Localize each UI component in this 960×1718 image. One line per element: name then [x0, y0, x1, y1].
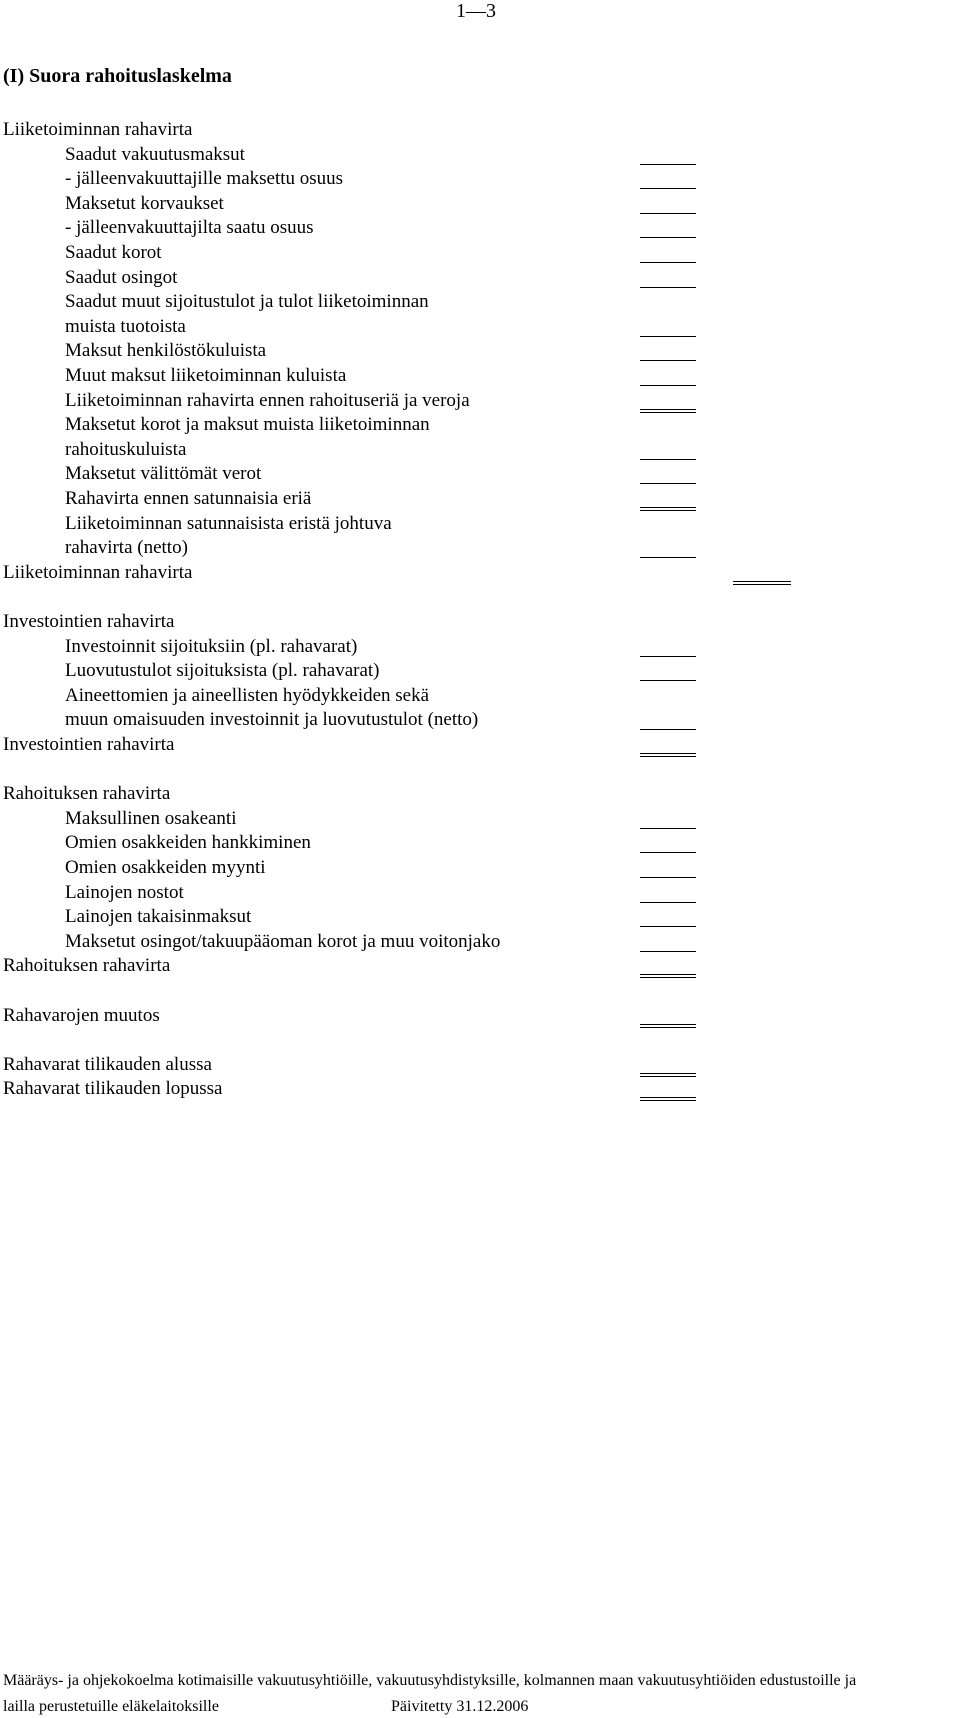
- statement-spacer: [0, 583, 960, 610]
- statement-row: [0, 706, 960, 733]
- row-label: Saadut vakuutusmaksut: [65, 143, 245, 165]
- statement-row: [0, 411, 960, 438]
- row-label: Investointien rahavirta: [3, 734, 175, 755]
- statement-row: [0, 387, 960, 414]
- statement-row: [0, 264, 960, 291]
- row-label: rahoituskuluista: [65, 438, 187, 460]
- statement-spacer: [0, 1026, 960, 1053]
- total-blank[interactable]: [640, 1097, 696, 1101]
- statement-row: [0, 928, 960, 955]
- row-label: Liiketoiminnan rahavirta ennen rahoituseriä ja veroja: [65, 389, 470, 411]
- row-label: Luovutustulot sijoituksista (pl. rahavarat): [65, 660, 380, 682]
- statement-row: [0, 1002, 960, 1029]
- row-label: Saadut muut sijoitustulot ja tulot liiketoiminnan: [65, 291, 429, 313]
- row-label: Muut maksut liiketoiminnan kuluista: [65, 365, 347, 386]
- statement-row: [0, 362, 960, 389]
- statement-spacer: [0, 756, 960, 783]
- statement-row: [0, 288, 960, 315]
- row-label: muista tuotoista: [65, 315, 186, 337]
- row-label: - jälleenvakuuttajille maksettu osuus: [65, 168, 344, 190]
- row-label: Aineettomien ja aineellisten hyödykkeiden sekä: [65, 684, 430, 706]
- statement-row: [0, 829, 960, 856]
- row-label: Lainojen takaisinmaksut: [65, 906, 252, 928]
- statement-row: [0, 559, 960, 586]
- row-label: Rahoituksen rahavirta: [3, 783, 171, 805]
- row-label: rahavirta (netto): [65, 537, 188, 559]
- statement-row: [0, 633, 960, 660]
- row-label: Maksetut korot ja maksut muista liiketoiminnan: [65, 414, 430, 436]
- page-number: 1—3: [456, 0, 496, 22]
- statement-row: [0, 805, 960, 832]
- statement-row: [0, 510, 960, 537]
- row-label: Maksut henkilöstökuluista: [65, 340, 267, 362]
- statement-row: [0, 903, 960, 930]
- row-label: Rahoituksen rahavirta: [3, 955, 171, 977]
- row-label: Maksullinen osakeanti: [65, 807, 237, 829]
- footer-line-2: [3, 1697, 529, 1717]
- row-label: muun omaisuuden investoinnit ja luovutustulot (netto): [65, 709, 479, 731]
- statement-row: [0, 190, 960, 217]
- statement-row: [0, 460, 960, 487]
- statement-spacer: [0, 977, 960, 1004]
- row-label: - jälleenvakuuttajilta saatu osuus: [65, 217, 314, 239]
- row-label: Liiketoiminnan rahavirta: [3, 119, 193, 140]
- row-label: Saadut osingot: [65, 266, 178, 288]
- row-label: Saadut korot: [65, 242, 162, 263]
- row-label: Omien osakkeiden myynti: [65, 857, 266, 878]
- statement-row: [0, 780, 960, 807]
- statement-row: [0, 879, 960, 906]
- row-label: Rahavirta ennen satunnaisia eriä: [65, 488, 312, 509]
- row-label: Maksetut välittömät verot: [65, 463, 262, 485]
- statement-row: [0, 608, 960, 635]
- row-label: Omien osakkeiden hankkiminen: [65, 832, 311, 854]
- statement-row: [0, 952, 960, 979]
- footer-line-1: Määräys- ja ohjekokoelma kotimaisille vakuutusyhtiöille, vakuutusyhdistyksille, kolmannen maan vakuutusyhtiöiden edustustoille ja: [3, 1672, 857, 1689]
- statement-row: [0, 239, 960, 266]
- statement-row: [0, 141, 960, 168]
- row-label: Investoinnit sijoituksiin (pl. rahavarat): [65, 635, 358, 657]
- statement-row: [0, 313, 960, 340]
- statement-row: [0, 854, 960, 881]
- footer-publisher: lailla perustetuille eläkelaitoksille: [3, 1698, 219, 1715]
- statement-row: [0, 214, 960, 241]
- statement-row: [0, 682, 960, 709]
- statement-row: [0, 534, 960, 561]
- row-label: Liiketoiminnan rahavirta: [3, 561, 193, 583]
- row-label: Rahavarat tilikauden lopussa: [3, 1078, 223, 1100]
- statement-row: [0, 116, 960, 143]
- statement-row: [0, 731, 960, 758]
- statement-row: [0, 485, 960, 512]
- row-label: Rahavarojen muutos: [3, 1004, 160, 1026]
- row-label: Lainojen nostot: [65, 881, 184, 903]
- row-label: Investointien rahavirta: [3, 611, 175, 632]
- row-label: Liiketoiminnan satunnaisista eristä johtuva: [65, 512, 392, 534]
- row-label: Rahavarat tilikauden alussa: [3, 1053, 212, 1075]
- row-label: Maksetut osingot/takuupääoman korot ja muu voitonjako: [65, 930, 501, 952]
- statement-row: [0, 165, 960, 192]
- statement-row: [0, 337, 960, 364]
- statement-row: [0, 436, 960, 463]
- statement-row: [0, 1051, 960, 1078]
- row-label: Maksetut korvaukset: [65, 192, 224, 214]
- footer-updated-date: Päivitetty 31.12.2006: [391, 1698, 529, 1715]
- statement-row: [0, 1075, 960, 1102]
- statement-row: [0, 657, 960, 684]
- document-heading: (I) Suora rahoituslaskelma: [3, 65, 232, 87]
